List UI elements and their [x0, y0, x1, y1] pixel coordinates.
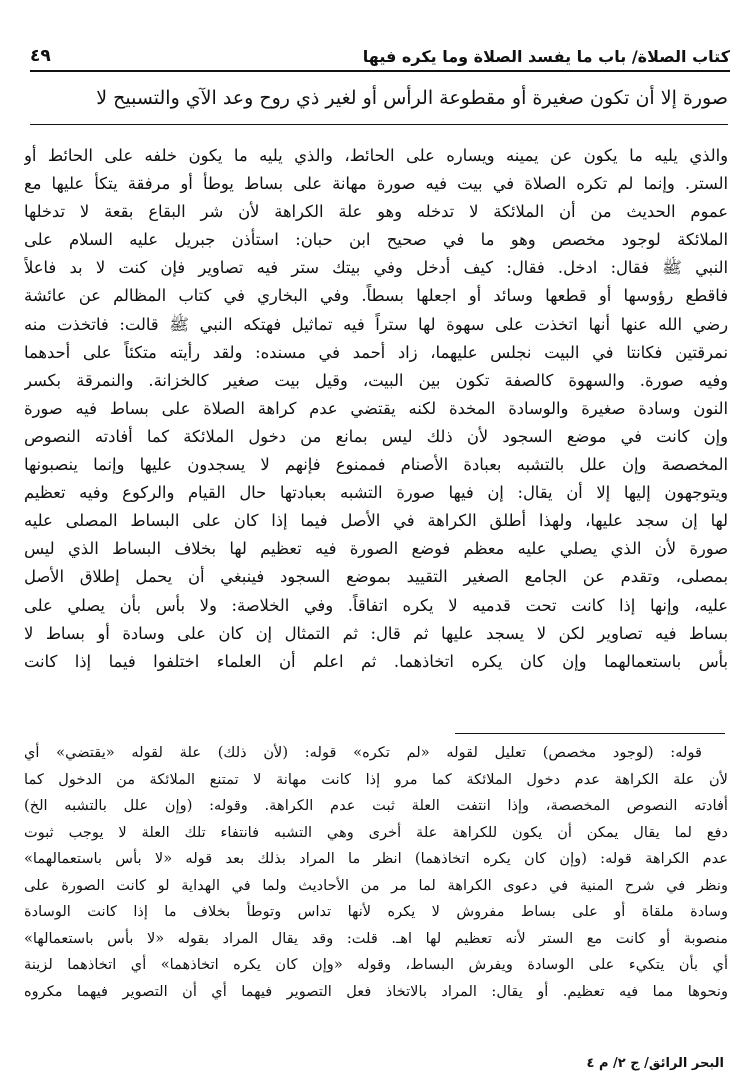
- page-header: [30, 38, 730, 72]
- commentary-line: نمرقتين فكانتا في البيت نجلس عليهما، زاد أحمد في مسنده: ولقد رأيته متكئاً على أحدهما: [24, 342, 728, 362]
- footnote-line: قوله: (لوجود مخصص) تعليل لقوله «لم تكره» قوله: (لأن ذلك) علة لقوله «يقتضي» أي: [24, 744, 702, 761]
- page-footer: البحر الرائق/ ج ٢/ م ٤: [586, 1056, 724, 1071]
- matn-text: صورة إلا أن تكون صغيرة أو مقطوعة الرأس أو لغير ذي روح وعد الآي والتسبيح لا: [96, 87, 728, 109]
- footnote-line: منصوبة أو كانت مع الستر لأنه تعظيم لها اهـ. قلت: وقد يقال المراد بقوله «لا بأس باستعمالها»: [24, 929, 728, 947]
- commentary-line: بأس باستعمالهما وإن كان يكره اتخاذهما. ثم اعلم أن العلماء اختلفوا فيما إذا كانت: [24, 651, 728, 671]
- commentary-line: بساط فيه تصاوير لكن لا يسجد عليها ثم قال: ثم التمثال إن كان على وسادة أو بساط لا: [24, 623, 728, 643]
- commentary-line: وفيه صورة. والسهوة كالصفة تكون بين البيت، وقيل بيت صغير كالخزانة. والنمرقة بكسر: [24, 370, 728, 390]
- footnote-line: لأن علة الكراهة عدم دخول الملائكة كما مرو إذا كانت مهانة لا تمتنع الملائكة من الدخول كما: [24, 770, 728, 788]
- footnote-divider: [455, 733, 725, 734]
- commentary-line: رضي الله عنها أنها اتخذت على سهوة لها ستراً فيه تماثيل فهتكه النبي ﷺ قالت: فاتخذت منه: [24, 314, 728, 334]
- running-title: كتاب الصلاة/ باب ما يفسد الصلاة وما يكره فيها: [362, 47, 730, 66]
- footnotes-body: [24, 740, 728, 1005]
- footnote-line: وسادة ملقاة أو على بساط مفروش لا يكره لأنها تداس وتوطأ بخلاف ما إذا كانت الوسادة: [24, 903, 728, 920]
- commentary-line: بمصلى، وتقدم عن الجامع الصغير التقييد بموضع السجود فينبغي أن يحمل إطلاق الأصل: [24, 567, 728, 587]
- commentary-line: المخصصة وإن علل بالتشبه بعبادة الأصنام فممنوع فإنهم لا يسجدون عليها وإنما ينصبونها: [24, 455, 728, 475]
- commentary-line: وإن كانت في موضع السجود لأن ذلك ليس بمانع من دخول الملائكة كما أفادته النصوص: [24, 426, 728, 446]
- footnote-line: ونظر في شرح المنية في دعوى الكراهة لما مر من الأحاديث ولما في الهداية لو كانت الصورة على: [24, 876, 728, 894]
- commentary-line: صورة لأن الذي يصلي عليه معظم فوضع الصورة فيه تعظيم لها بخلاف البساط الذي ليس: [24, 539, 728, 559]
- commentary-line: النبي ﷺ فقال: ادخل. فقال: كيف أدخل وفي بيتك ستر فيه تصاوير فإن كنت لا بد فاعلاً: [24, 258, 728, 278]
- matn-divider: [30, 124, 728, 125]
- commentary-line: لها إن سجد عليها، ولهذا أطلق الكراهة في الأصل فيما إذا كان على البساط المصلى عليه: [24, 511, 728, 531]
- commentary-line: الملائكة لوجود مخصص وهو ما في صحيح ابن حبان: استأذن جبريل عليه السلام على: [24, 230, 728, 250]
- commentary-line: الستر. وإنما لم تكره الصلاة في بيت فيه صورة مهانة على بساط يوطأ أو مرفقة يتكأ عليها مع: [24, 174, 728, 194]
- commentary-line: ويتوجهون إليها إلا أن يقال: إن فيها صورة التشبه بعبادتها حال القيام والركوع وفيه تعظيم: [24, 483, 728, 503]
- footnote-line: ونحوها مما فيه تعظيم. أو يقال: المراد بالاتخاذ فعل التصوير فيهما أي أن التصوير فيهما مكروه: [24, 982, 728, 1000]
- commentary-line: والذي يليه ما يكون عن يمينه ويساره على الحائط، والذي يليه ما يكون خلفه على الحائط أو: [24, 146, 728, 165]
- footnote-line: عدم الكراهة قوله: (وإن كان يكره اتخاذهما) انظر ما المراد بذلك بعد قوله «لا بأس باستعمالهما»: [24, 850, 728, 867]
- commentary-line: النون وسادة صغيرة والوسادة المخدة لكنه يقتضي عدم كراهة الصلاة على بساط فيه صورة: [24, 398, 728, 418]
- commentary-line: عموم الحديث من أن الملائكة لا تدخله وهو علة الكراهة لأن شر البقاع بقعة لا تدخلها: [24, 202, 728, 222]
- footnote-line: أي بأن يتكيء على الوسادة ويفرش البساط، وقوله «وإن كان يكره اتخاذهما» أي اتخاذهما لزينة: [24, 956, 728, 973]
- commentary-line: عليه، وإنها إذا كانت تحت قدميه لا يكره اتفاقاً. وفي الخلاصة: ولا بأس بأن يصلي على: [24, 595, 728, 615]
- footnote-line: أفادته النصوص المخصصة، وإذا انتفت العلة ثبت عدم الكراهة. وقوله: (وإن علل بالتشبه الخ): [24, 797, 728, 814]
- footnote-line: دفع لما يقال يمكن أن يكون للكراهة علة أخرى وهي التشبه فانتفاء تلك العلة لا يوجب ثبوت: [24, 823, 728, 841]
- commentary-body: [24, 142, 728, 676]
- page-number: ٤٩: [30, 46, 51, 66]
- commentary-line: فاقطع رؤوسها أو قطعها وسائد أو اجعلها بسطاً. وفي البخاري في كتاب المظالم عن عائشة: [24, 286, 728, 306]
